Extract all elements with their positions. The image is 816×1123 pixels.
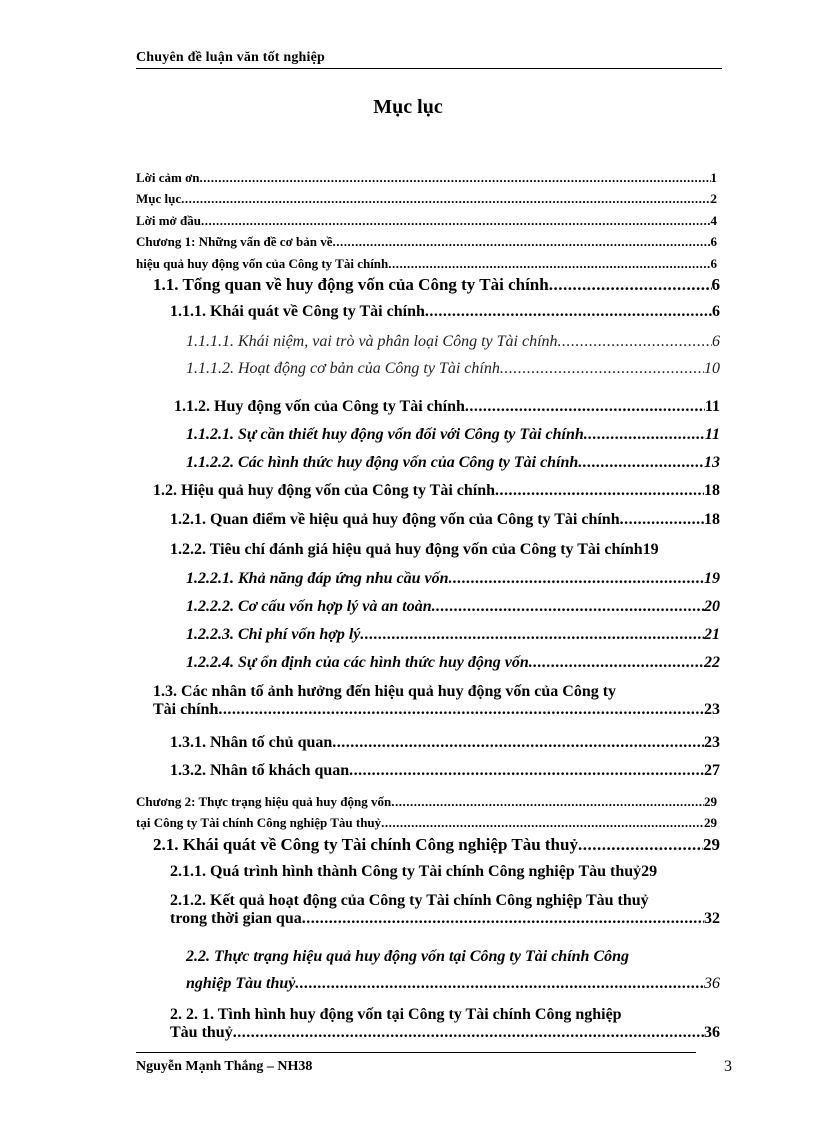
toc-entry[interactable]: 1.1.2.2. Các hình thức huy động vốn của Công ty Tài chính ..... 13 (186, 454, 720, 472)
running-header: Chuyên đề luận văn tốt nghiệp (136, 50, 326, 65)
toc-entry[interactable]: 1.1. Tổng quan về huy động vốn của Công ty Tài chính ..... 6 (153, 275, 720, 295)
toc-entry[interactable]: 1.2.1. Quan điểm về hiệu quả huy động vốn của Công ty Tài chính ..... 18 (170, 511, 720, 529)
toc-entry[interactable]: 1.1.1.1. Khái niệm, vai trò và phân loại Công ty Tài chính ..... 6 (186, 333, 720, 351)
toc-entry[interactable]: 1.1.1. Khái quát về Công ty Tài chính ..... 6 (170, 303, 720, 321)
toc-entry[interactable]: 1.2.2.2. Cơ cấu vốn hợp lý và an toàn ..... 20 (186, 598, 720, 616)
toc-entry[interactable]: 1.3.1. Nhân tố chủ quan ..... 23 (170, 734, 720, 752)
toc-entry[interactable]: 1.2.2. Tiêu chí đánh giá hiệu quả huy động vốn của Công ty Tài chính 19 (170, 541, 659, 558)
toc-entry[interactable]: 1.2.2.3. Chi phí vốn hợp lý ..... 21 (186, 626, 720, 644)
footer-rule (136, 1052, 696, 1053)
page-number: 3 (724, 1058, 732, 1075)
toc-entry[interactable]: 2.1. Khái quát về Công ty Tài chính Công nghiệp Tàu thuỷ ..... 29 (153, 835, 720, 855)
toc-entry[interactable]: 1.1.2. Huy động vốn của Công ty Tài chính ..... 11 (174, 398, 720, 416)
toc-entry[interactable]: tại Công ty Tài chính Công nghiệp Tàu thuỷ ..... 29 (136, 815, 717, 831)
toc-entry[interactable]: hiệu quả huy động vốn của Công ty Tài chính ..... 6 (136, 256, 717, 272)
toc-entry[interactable]: Chương 1: Những vấn đề cơ bản về ..... 6 (136, 234, 717, 250)
toc-entry[interactable]: 1.2. Hiệu quả huy động vốn của Công ty Tài chính ..... 18 (153, 482, 720, 500)
toc-entry[interactable]: 1.3.2. Nhân tố khách quan ..... 27 (170, 762, 720, 780)
toc-entry[interactable]: 2.1.2. Kết quả hoạt động của Công ty Tài chính Công nghiệp Tàu thuỷ trong thời gian qua ..... 32 (170, 892, 720, 928)
toc-entry[interactable]: 1.3. Các nhân tố ảnh hưởng đến hiệu quả huy động vốn của Công ty Tài chính ..... 23 (153, 683, 720, 719)
toc-entry[interactable]: 2. 2. 1. Tình hình huy động vốn tại Công ty Tài chính Công nghiệp Tàu thuỷ ..... 36 (170, 1006, 720, 1042)
toc-entry[interactable]: 1.1.2.1. Sự cần thiết huy động vốn đối với Công ty Tài chính ..... 11 (186, 426, 720, 444)
toc-entry[interactable]: 2.1.1. Quá trình hình thành Công ty Tài chính Công nghiệp Tàu thuỷ 29 (170, 863, 658, 880)
toc-entry[interactable]: 1.1.1.2. Hoạt động cơ bản của Công ty Tài chính ..... 10 (186, 360, 720, 378)
toc-entry[interactable]: 2.2. Thực trạng hiệu quả huy động vốn tại Công ty Tài chính Công nghiệp Tàu thuỷ ..... 36 (186, 943, 720, 997)
toc-entry[interactable]: Lời mở đầu ..... 4 (136, 213, 717, 229)
page-title: Mục lục (373, 96, 443, 118)
toc-entry[interactable]: Mục lục ..... 2 (136, 191, 717, 207)
toc-entry[interactable]: Lời cảm ơn ..... 1 (136, 170, 717, 186)
toc-entry[interactable]: 1.2.2.1. Khả năng đáp ứng nhu cầu vốn ..... 19 (186, 570, 720, 588)
toc-entry[interactable]: Chương 2: Thực trạng hiệu quả huy động vốn ..... 29 (136, 794, 717, 810)
running-footer: Nguyễn Mạnh Thắng – NH38 (136, 1059, 313, 1074)
toc-entry[interactable]: 1.2.2.4. Sự ổn định của các hình thức huy động vốn ..... 22 (186, 654, 720, 672)
